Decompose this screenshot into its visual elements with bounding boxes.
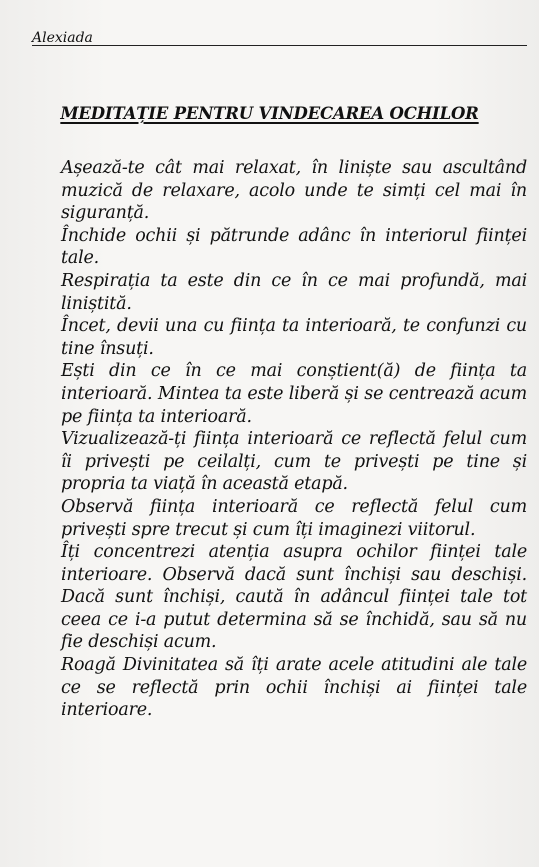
- paragraph: Roagă Divinitatea să îți arate acele atitudini ale tale ce se reflectă prin ochii închiși ai ființei tale interioare.: [61, 655, 527, 721]
- paragraph: Încet, devii una cu ființa ta interioară, te confunzi cu tine însuți.: [61, 316, 527, 359]
- paragraph: Observă ființa interioară ce reflectă felul cum privești spre trecut și cum îți imaginezi viitorul.: [61, 496, 527, 540]
- paragraph: Închide ochii și pătrunde adânc în interiorul ființei tale.: [61, 225, 527, 269]
- paragraph: Îți concentrezi atenția asupra ochilor ființei tale interioare. Observă dacă sunt închiși sau deschiși. Dacă sunt închiși, caută în adâncul ființei tale tot ceea ce i-a putut determina să se închidă, sau să nu fie deschiși acum.: [61, 542, 527, 653]
- running-title: Alexiada: [32, 30, 93, 46]
- body-text: [61, 157, 527, 722]
- paragraph: Vizualizează-ți ființa interioară ce reflectă felul cum îi privești pe ceilalți, cum te privești pe tine și propria ta viață în această etapă.: [61, 429, 527, 495]
- running-header: [32, 27, 527, 46]
- paragraph: Ești din ce în ce mai conștient(ă) de ființa ta interioară. Mintea ta este liberă și se centrează acum pe ființa ta interioară.: [61, 361, 527, 427]
- section-title-text: MEDITAȚIE PENTRU VINDECAREA OCHILOR: [60, 104, 479, 123]
- paragraph: Așează-te cât mai relaxat, în liniște sau ascultând muzică de relaxare, acolo unde te simți cel mai în siguranță.: [61, 158, 527, 224]
- section-title: [0, 104, 539, 123]
- paragraph: Respirația ta este din ce în ce mai profundă, mai liniștită.: [61, 270, 527, 314]
